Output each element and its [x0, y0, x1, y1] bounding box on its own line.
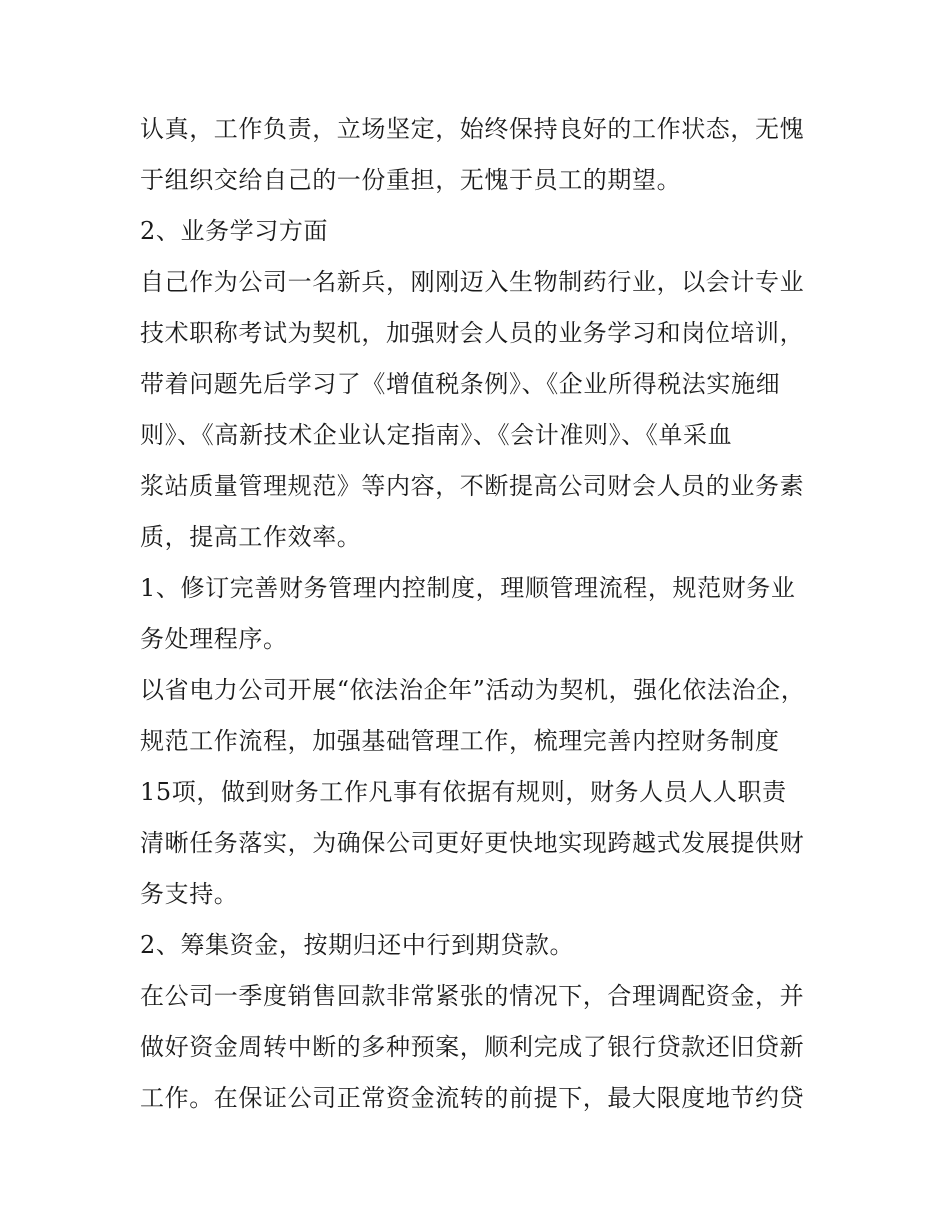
- document-body: [140, 104, 830, 1124]
- text-line: 以省电力公司开展“依法治企年”活动为契机，强化依法治企，: [140, 676, 806, 704]
- text-line: 务支持。: [140, 880, 239, 908]
- text-line: 浆站质量管理规范》等内容，不断提高公司财会人员的业务素: [140, 472, 805, 500]
- text-line: 技术职称考试为契机，加强财会人员的业务学习和岗位培训，: [140, 319, 805, 347]
- section-heading: 2、业务学习方面: [140, 217, 329, 245]
- text-line: 认真，工作负责，立场坚定，始终保持良好的工作状态，无愧: [140, 115, 805, 143]
- section-heading: 2、筹集资金，按期归还中行到期贷款。: [140, 931, 575, 959]
- text-line: 于组织交给自己的一份重担，无愧于员工的期望。: [140, 166, 682, 194]
- text-line: 工作。在保证公司正常资金流转的前提下，最大限度地节约贷: [140, 1084, 805, 1112]
- text-line: 15项，做到财务工作凡事有依据有规则，财务人员人人职责: [140, 778, 787, 806]
- text-line: 务处理程序。: [140, 625, 288, 653]
- text-line: 自己作为公司一名新兵，刚刚迈入生物制药行业，以会计专业: [140, 268, 805, 296]
- text-line: 规范工作流程，加强基础管理工作，梳理完善内控财务制度: [140, 727, 780, 755]
- text-line: 清晰任务落实，为确保公司更好更快地实现跨越式发展提供财: [140, 829, 805, 857]
- text-line: 做好资金周转中断的多种预案，顺利完成了银行贷款还旧贷新: [140, 1033, 805, 1061]
- text-line: 带着问题先后学习了《增值税条例》、《企业所得税法实施细: [140, 370, 781, 398]
- text-line: 质，提高工作效率。: [140, 523, 362, 551]
- text-line: 则》、《高新技术企业认定指南》、《会计准则》、《单采血: [140, 421, 733, 449]
- text-line: 在公司一季度销售回款非常紧张的情况下，合理调配资金，并: [140, 982, 805, 1010]
- section-heading: 1、修订完善财务管理内控制度，理顺管理流程，规范财务业: [140, 574, 796, 602]
